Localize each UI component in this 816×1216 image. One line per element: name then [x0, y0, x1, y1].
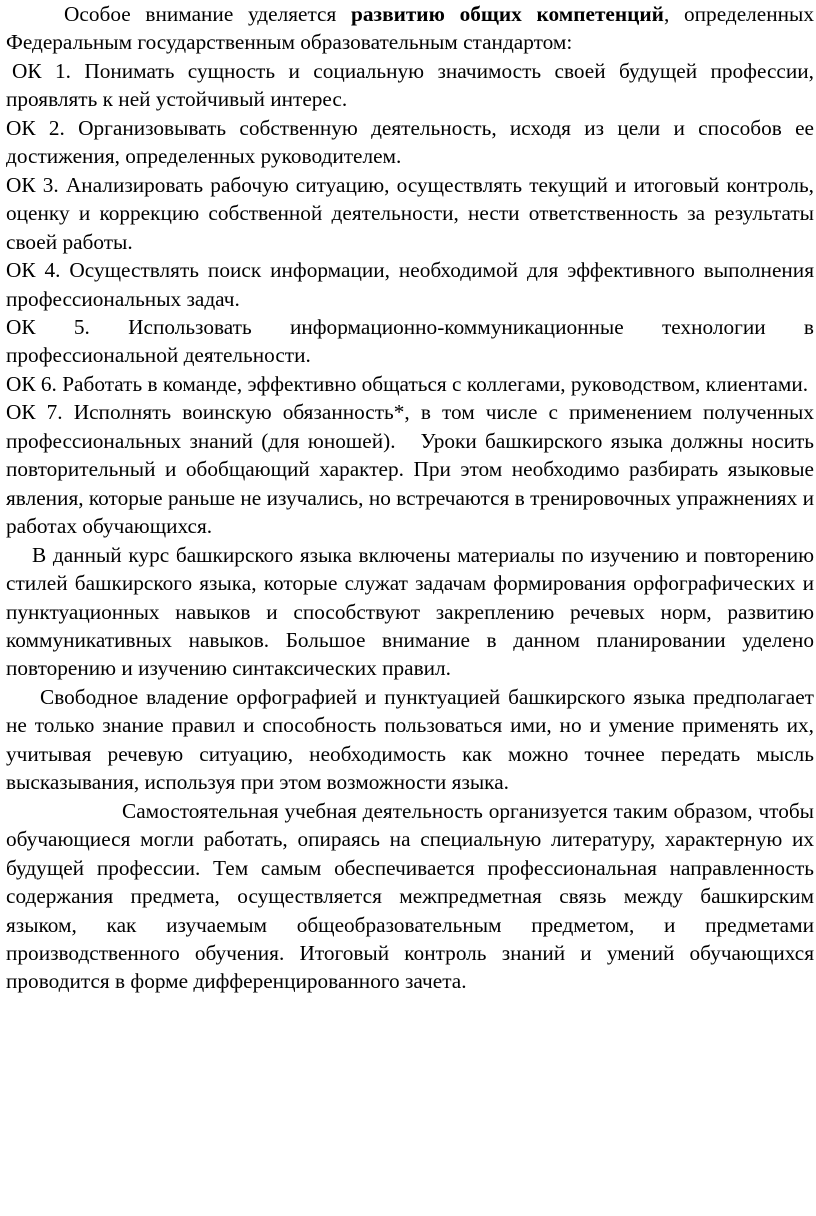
competency-ok1: ОК 1. Понимать сущность и социальную значимость своей будущей профессии, проявлять к ней устойчивый интерес.: [6, 58, 814, 112]
intro-bold-phrase: развитию общих компетенций: [351, 2, 664, 26]
document-body: [6, 0, 814, 996]
self-study-paragraph: Самостоятельная учебная деятельность организуется таким образом, чтобы обучающиеся могли работать, опираясь на специальную литературу, характерную их будущей профессии. Тем самым обеспечивается профессиональная направленность содержания предмета, осуществляется межпредметная связь между башкирским языком, как изучаемым общеобразовательным предметом, и предметами производственного обучения. Итоговый контроль знаний и умений обучающихся проводится в форме дифференцированного зачета.: [6, 798, 814, 994]
competency-ok6: ОК 6. Работать в команде, эффективно общаться с коллегами, руководством, клиентами.: [6, 371, 809, 396]
intro-text-start: Особое внимание уделяется: [64, 2, 352, 26]
course-content-paragraph: В данный курс башкирского языка включены материалы по изучению и повторению стилей башкирского языка, которые служат задачам формирования орфографических и пунктуационных навыков и способствуют закреплению речевых норм, развитию коммуникативных навыков. Большое внимание в данном планировании уделено повторению и изучению синтаксических правил.: [6, 542, 814, 681]
competency-ok7-paragraph: [6, 398, 814, 540]
intro-paragraph: [6, 0, 814, 57]
competency-ok7: ОК 7. Исполнять воинскую обязанность*, в том числе с применением полученных профессиональных знаний (для юношей).: [6, 400, 814, 453]
competency-ok3: ОК 3. Анализировать рабочую ситуацию, осуществлять текущий и итоговый контроль, оценку и коррекцию собственной деятельности, нести ответственность за результаты своей работы.: [6, 172, 814, 254]
orthography-paragraph: Свободное владение орфографией и пунктуацией башкирского языка предполагает не только знание правил и способность пользоваться ими, но и умение применять их, учитывая речевую ситуацию, необходимость как можно точнее передать мысль высказывания, используя при этом возможности языка.: [6, 684, 814, 795]
competency-ok2: ОК 2. Организовывать собственную деятельность, исходя из цели и способов ее достижения, определенных руководителем.: [6, 115, 814, 169]
lessons-characteristics-text: Уроки башкирского языка должны носить повторительный и обобщающий характер. При этом необходимо разбирать языковые явления, которые раньше не изучались, но встречаются в тренировочных упражнениях и работах обучающихся.: [6, 428, 814, 539]
intro-text-end: , определенных Федеральным государственным образовательным стандартом:: [6, 2, 814, 55]
competency-ok5: ОК 5. Использовать информационно-коммуникационные технологии в профессиональной деятельности.: [6, 314, 814, 368]
competency-ok4: ОК 4. Осуществлять поиск информации, необходимой для эффективного выполнения профессиональных задач.: [6, 258, 814, 311]
